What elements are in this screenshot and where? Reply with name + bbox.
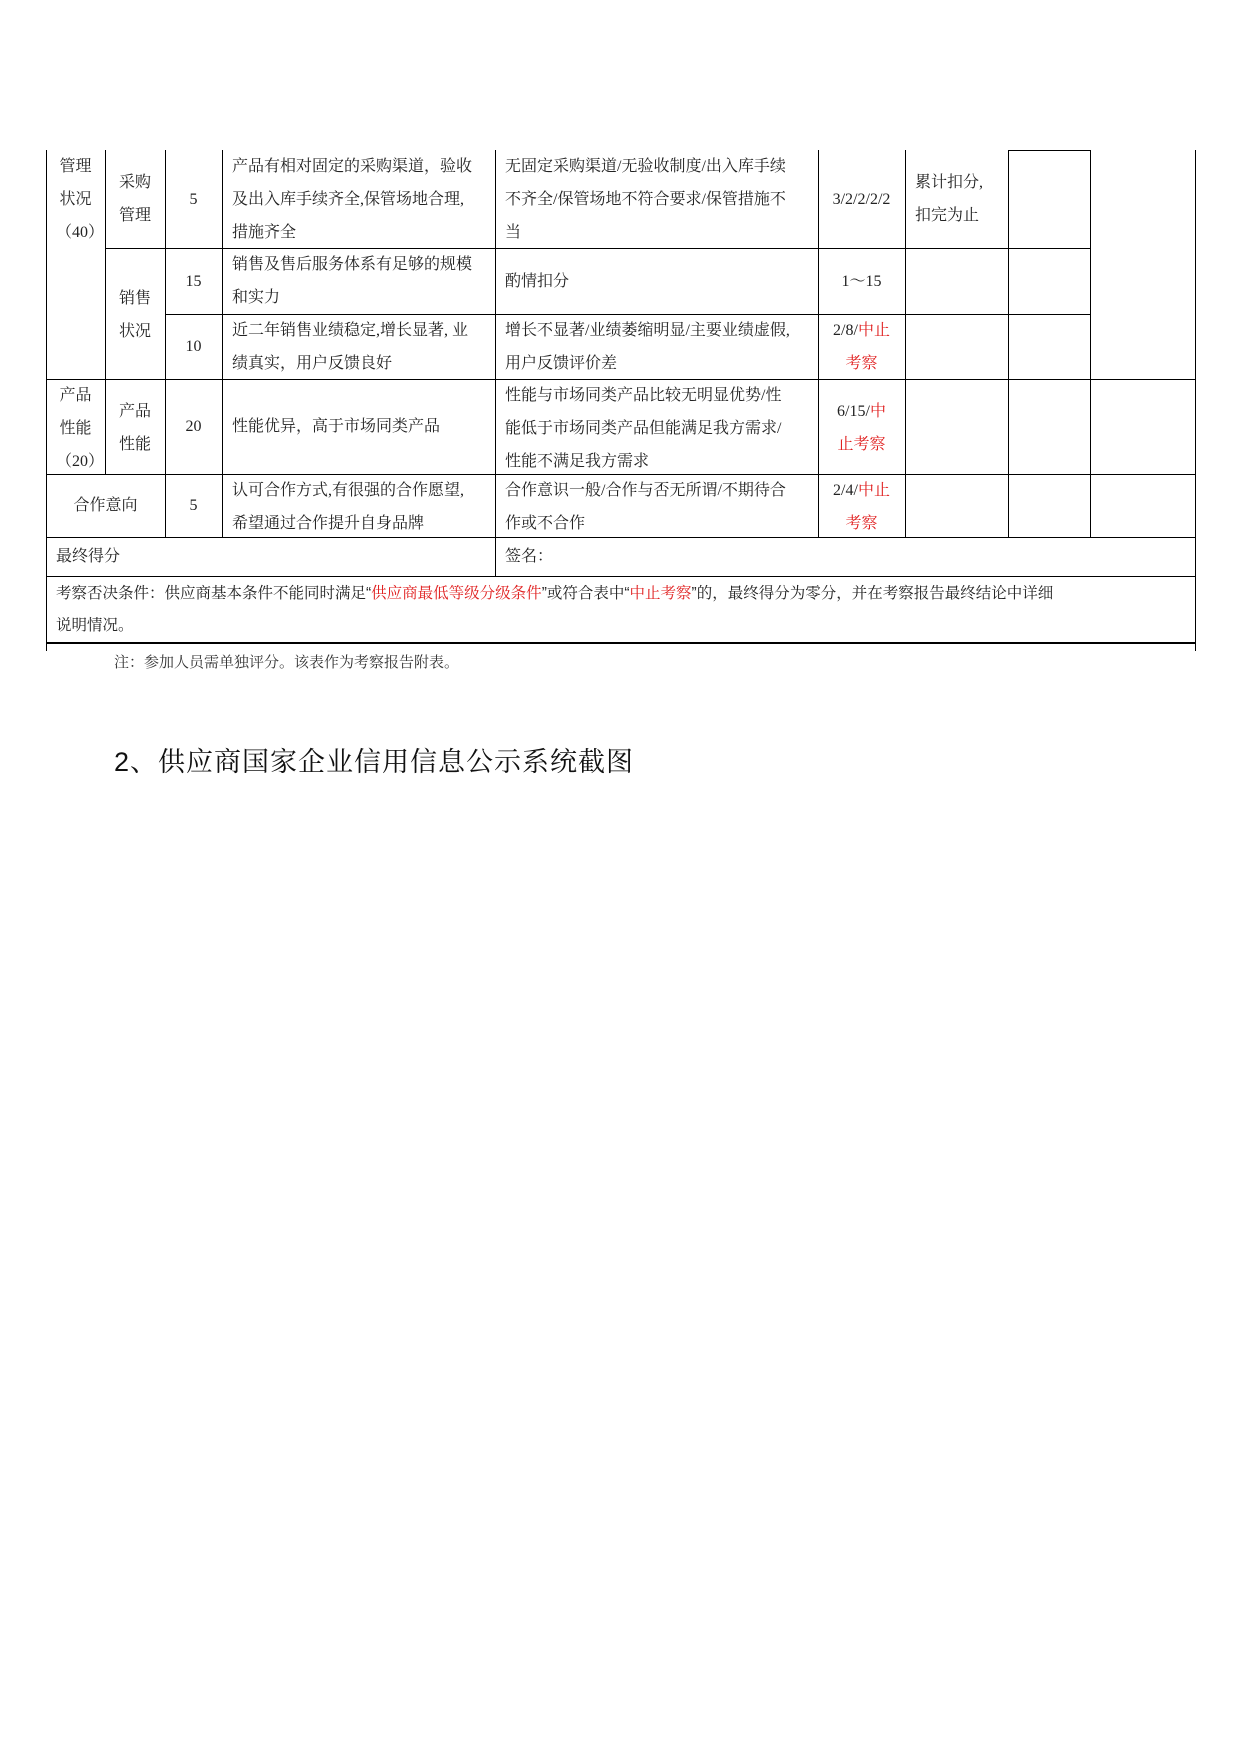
subcategory-sales — [105, 282, 165, 348]
subcategory-product — [105, 395, 165, 461]
deduction-line — [828, 395, 895, 428]
deduction-items-cell — [495, 314, 818, 380]
deduction-line: 用户反馈评价差 — [505, 355, 618, 372]
subcategory-line: 产品 — [118, 403, 151, 420]
standard-line: 和实力 — [232, 289, 281, 306]
veto-conditions — [46, 578, 1195, 642]
suspend-text: 中止 — [857, 482, 890, 499]
deduction-items-cell — [495, 379, 818, 478]
deduction-line — [828, 474, 895, 507]
veto-highlight: 供应商最低等级分级条件 — [371, 585, 542, 602]
deduction-line: 性能不满足我方需求 — [505, 453, 650, 470]
row-line — [46, 576, 1196, 577]
deduction-line: 无固定采购渠道/无验收制度/出入库手续 — [505, 158, 786, 175]
category-line: 产品 — [59, 387, 92, 404]
final-score-label: 最终得分 — [56, 548, 121, 565]
category-line: 性能 — [59, 420, 92, 437]
veto-highlight: 中止考察 — [629, 585, 692, 602]
standard-cell — [222, 314, 495, 380]
deduction-prefix: 2/4/ — [833, 482, 858, 499]
standard-cell — [222, 150, 495, 249]
veto-text: ”的，最终得分为零分，并在考察报告最终结论中详细 — [691, 585, 1054, 602]
deduction-items-cell: 酌情扣分 — [505, 272, 570, 290]
score-cell: 20 — [185, 418, 202, 435]
table-border-bottom — [46, 642, 1196, 644]
method-cell — [905, 166, 1008, 232]
subcategory-line: 性能 — [118, 436, 151, 453]
deduction-score-cell: 3/2/2/2/2 — [832, 190, 891, 208]
subcategory-line: 状况 — [118, 323, 151, 340]
col-line — [1090, 150, 1091, 537]
standard-cell — [222, 474, 495, 540]
veto-text: ”或符合表中“ — [541, 585, 630, 602]
suspend-text: 止考察 — [837, 436, 886, 453]
row-line — [1008, 150, 1091, 151]
deduction-score-cell — [818, 314, 905, 380]
category-product — [46, 379, 105, 478]
deduction-line: 能低于市场同类产品但能满足我方需求/ — [505, 420, 782, 437]
score-cell: 5 — [189, 190, 198, 208]
suspend-text: 考察 — [845, 355, 878, 372]
standard-line: 及出入库手续齐全,保管场地合理, — [232, 191, 465, 208]
deduction-score-cell: 1～15 — [841, 272, 882, 290]
score-cell: 15 — [185, 272, 202, 290]
signature-label: 签名： — [505, 548, 554, 565]
standard-line: 近二年销售业绩稳定,增长显著, 业 — [232, 322, 469, 339]
score-cell: 10 — [185, 338, 202, 355]
deduction-score-cell — [818, 474, 905, 540]
deduction-score-cell — [818, 395, 905, 461]
suspend-text: 中止 — [857, 322, 890, 339]
suspend-text: 考察 — [845, 515, 878, 532]
veto-text: 考察否决条件：供应商基本条件不能同时满足“ — [56, 585, 372, 602]
section-heading: 2、供应商国家企业信用信息公示系统截图 — [114, 747, 635, 777]
deduction-items-cell — [495, 474, 818, 540]
category-line: （20） — [56, 453, 105, 470]
deduction-items-cell — [495, 150, 818, 249]
veto-line — [56, 578, 1185, 610]
subcategory-line: 管理 — [118, 207, 151, 224]
category-cooperation: 合作意向 — [73, 497, 138, 514]
deduction-line: 当 — [505, 224, 522, 241]
score-cell: 5 — [189, 497, 198, 514]
col-line — [1008, 150, 1009, 537]
standard-line: 措施齐全 — [232, 224, 297, 241]
standard-line: 产品有相对固定的采购渠道，验收 — [232, 158, 473, 175]
deduction-prefix: 6/15/ — [837, 403, 870, 420]
standard-cell: 性能优异，高于市场同类产品 — [232, 418, 441, 435]
standard-cell — [222, 248, 495, 314]
veto-line: 说明情况。 — [56, 617, 134, 634]
category-management — [46, 150, 105, 249]
method-line: 扣完为止 — [915, 207, 980, 224]
category-line: 状况 — [59, 191, 92, 208]
method-line: 累计扣分, — [915, 174, 984, 191]
table-note: 注：参加人员需单独评分。该表作为考察报告附表。 — [114, 655, 460, 671]
deduction-line — [828, 314, 895, 347]
deduction-line: 性能与市场同类产品比较无明显优势/性 — [505, 387, 782, 404]
standard-line: 认可合作方式,有很强的合作愿望, — [232, 482, 465, 499]
deduction-line: 不齐全/保管场地不符合要求/保管措施不 — [505, 191, 786, 208]
subcategory-line: 采购 — [118, 174, 151, 191]
subcategory-procurement — [105, 166, 165, 232]
suspend-text: 中 — [869, 403, 886, 420]
category-line: （40） — [56, 224, 105, 241]
deduction-line: 合作意识一般/合作与否无所谓/不期待合 — [505, 482, 786, 499]
standard-line: 销售及售后服务体系有足够的规模 — [232, 256, 473, 273]
standard-line: 绩真实，用户反馈良好 — [232, 355, 393, 372]
category-line: 管理 — [59, 158, 92, 175]
deduction-line: 增长不显著/业绩萎缩明显/主要业绩虚假, — [505, 322, 790, 339]
standard-line: 希望通过合作提升自身品牌 — [232, 515, 425, 532]
deduction-prefix: 2/8/ — [833, 322, 858, 339]
deduction-line: 作或不合作 — [505, 515, 586, 532]
subcategory-line: 销售 — [118, 290, 151, 307]
